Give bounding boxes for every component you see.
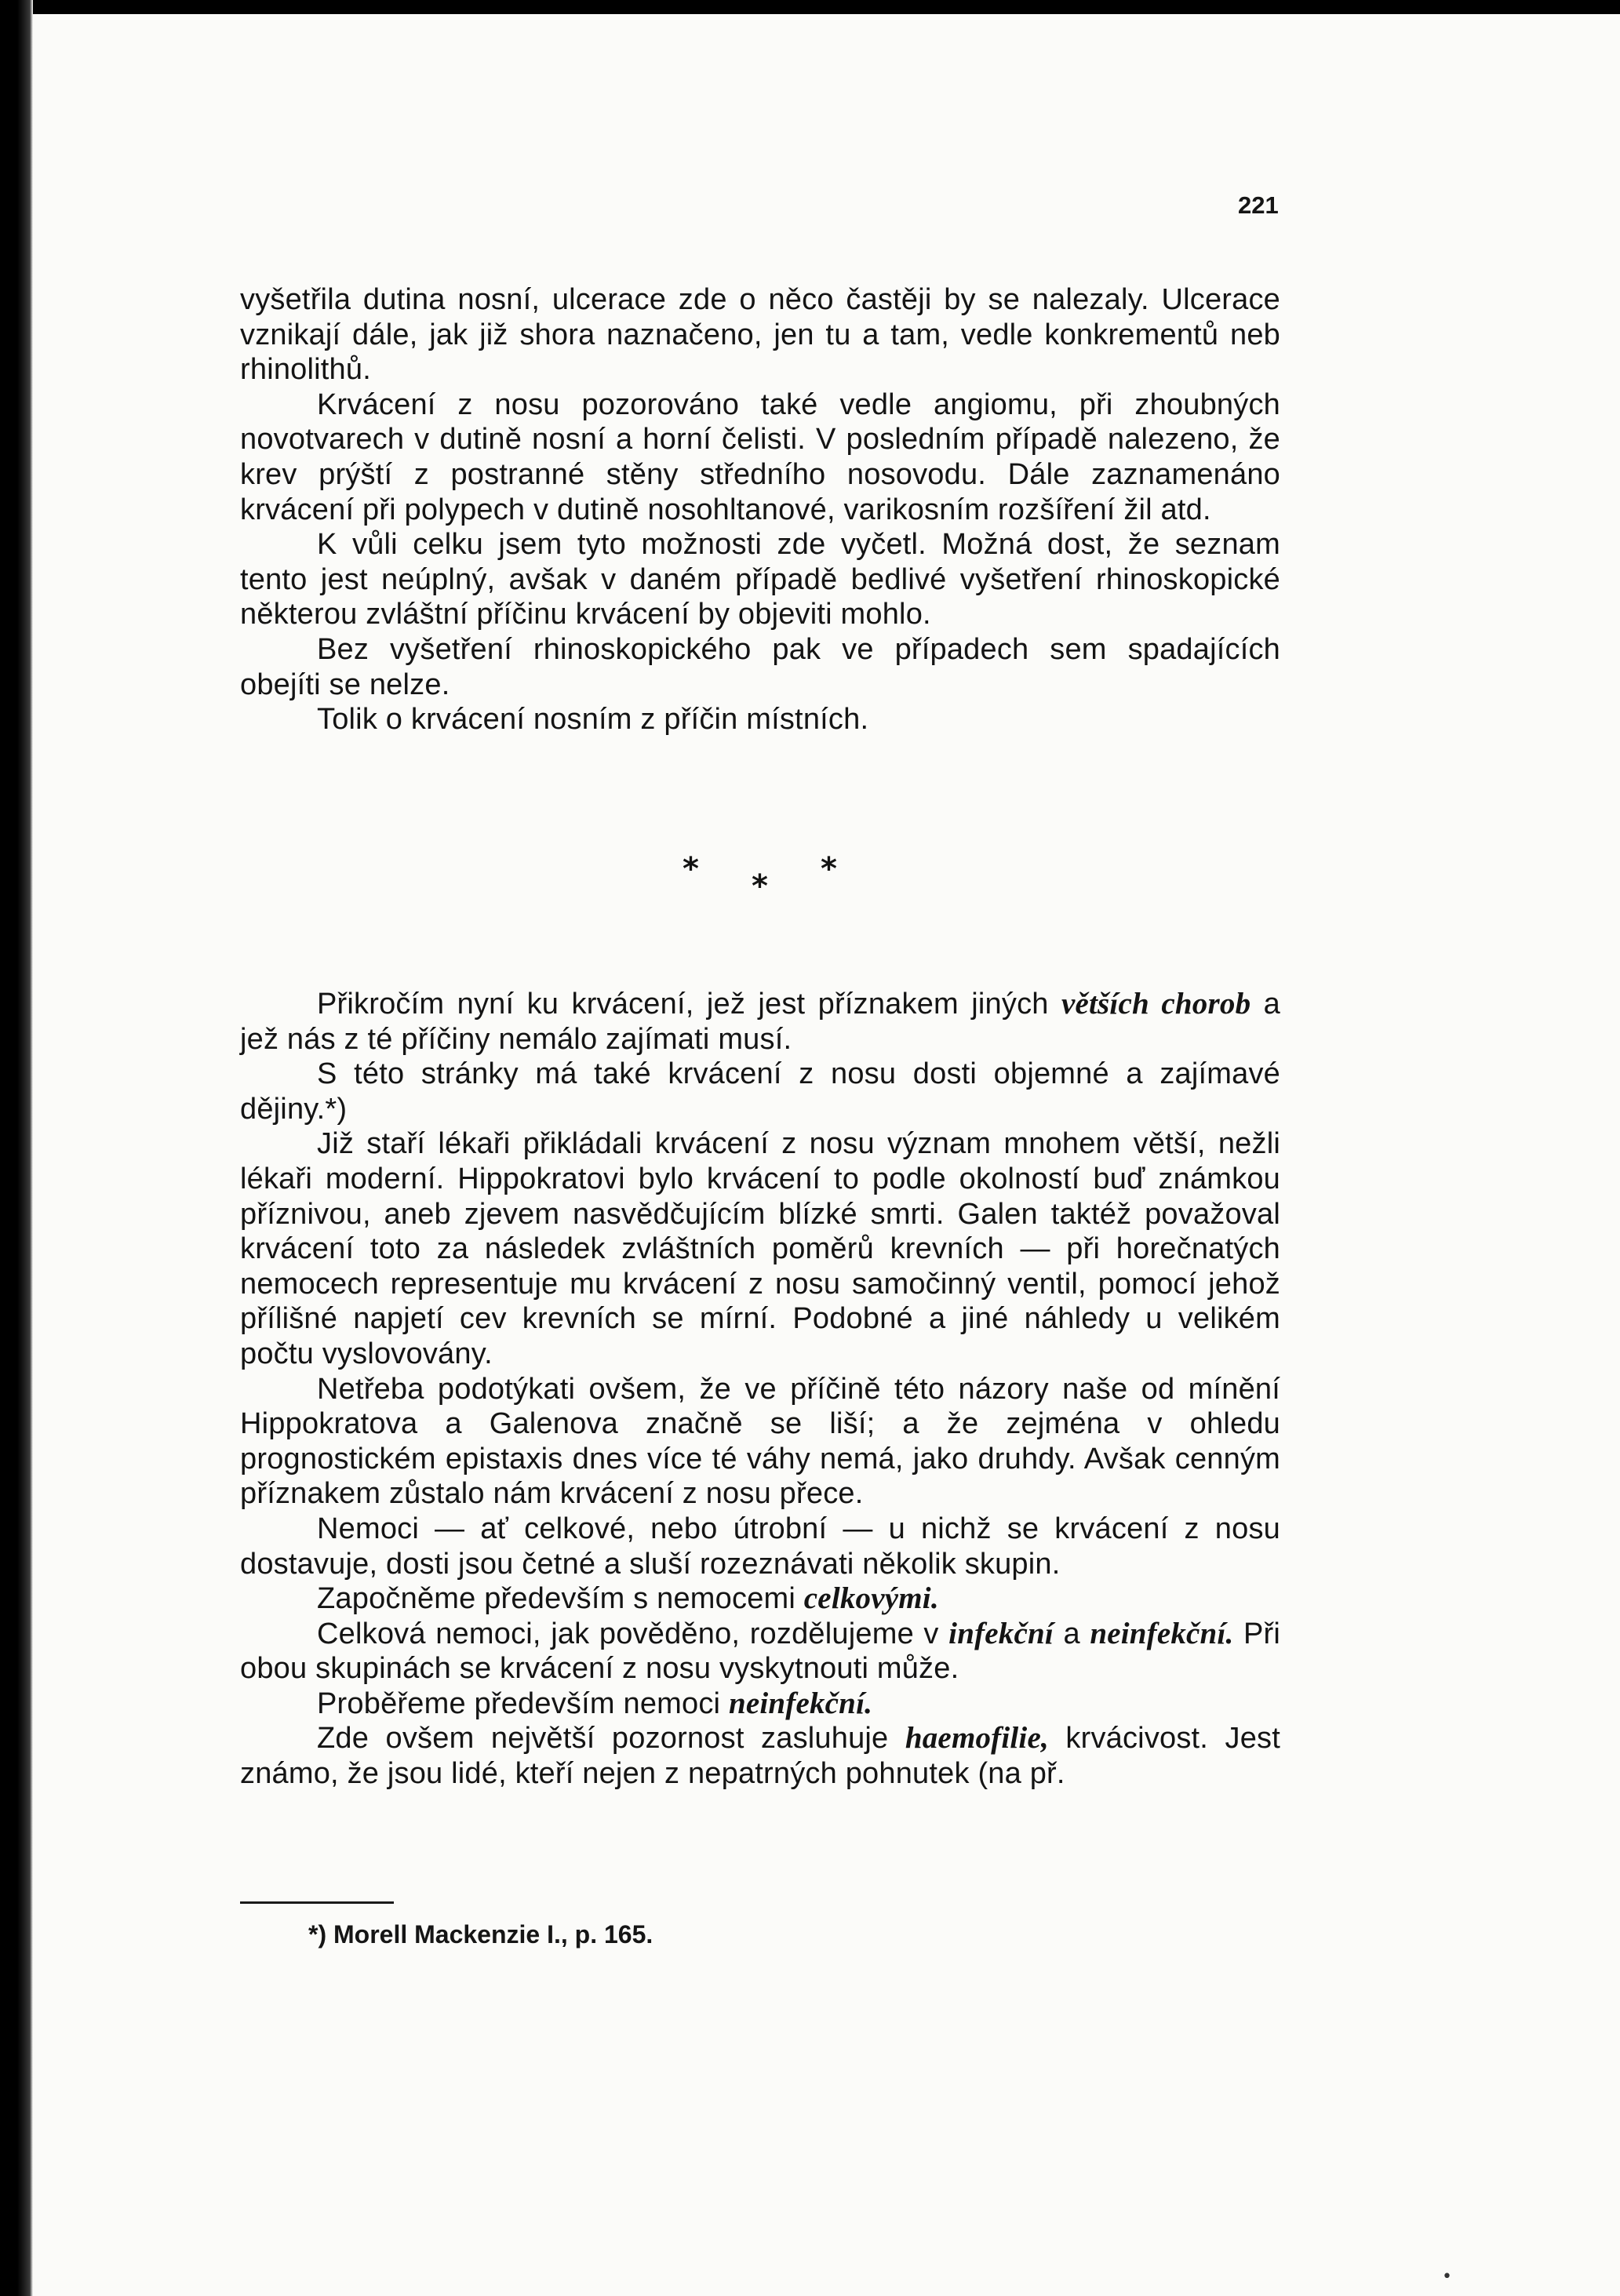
section-separator — [675, 851, 863, 914]
paragraph: vyšetřila dutina nosní, ulcerace zde o něco častěji by se nalezaly. Ulcerace vznikají dále, jak již shora naznačeno, jen tu a tam, vedle konkrementů neb rhinolithů. — [240, 283, 1280, 387]
paragraph — [240, 987, 1280, 1057]
page-number: 221 — [1238, 191, 1279, 219]
asterisk-ornament: * — [683, 851, 699, 887]
text-run: a — [1053, 1617, 1090, 1650]
text-run: Při obou skupinách se krvácení z nosu vyskytnouti může. — [240, 1617, 1280, 1686]
emphasis: haemofilie, — [905, 1721, 1049, 1756]
paragraph: Bez vyšetření rhinoskopického pak ve případech sem spadajících obejíti se nelze. — [240, 632, 1280, 701]
paragraph: Netřeba podotýkati ovšem, že ve příčině této názory naše od mínění Hippokratova a Galenova značně se liší; a že zejména v ohledu prognostickém epistaxis dnes více té váhy nemá, jako druhdy. Avšak cenným příznakem zůstalo nám krvácení z nosu přece. — [240, 1372, 1280, 1511]
text-run: Celková nemoci, jak pověděno, rozdělujeme v — [317, 1617, 949, 1650]
scan-edge-mark: • — [1442, 2267, 1452, 2287]
text-run: krvácivost. Jest známo, že jsou lidé, kteří nejen z nepatrných pohnutek (na př. — [240, 1722, 1281, 1791]
paragraph: Nemoci — ať celkové, nebo útrobní — u nichž se krvácení z nosu dostavuje, dosti jsou četné a sluší rozeznávati několik skupin. — [240, 1512, 1280, 1581]
asterisk-ornament: * — [821, 851, 837, 887]
paragraph — [240, 1721, 1280, 1791]
text-block-systemic-causes — [240, 987, 1280, 1792]
text-run: Započněme především s nemocemi — [317, 1582, 804, 1616]
book-spine-shadow — [0, 0, 33, 2296]
emphasis: neinfekční. — [1090, 1616, 1234, 1650]
paragraph: K vůli celku jsem tyto možnosti zde vyčetl. Možná dost, že seznam tento jest neúplný, avšak v daném případě bedlivé vyšetření rhinoskopické některou zvláštní příčinu krvácení by objeviti mohlo. — [240, 528, 1280, 631]
paragraph — [240, 1617, 1280, 1687]
emphasis: větších chorob — [1061, 987, 1251, 1021]
text-run: Zde ovšem největší pozornost zasluhuje — [317, 1722, 905, 1756]
text-block-local-causes — [240, 282, 1280, 737]
paragraph: S této stránky má také krvácení z nosu dosti objemné a zajímavé dějiny.*) — [240, 1057, 1280, 1126]
footnote: *) Morell Mackenzie I., p. 165. — [308, 1920, 653, 1949]
asterisk-ornament: * — [752, 868, 768, 904]
emphasis: infekční — [948, 1616, 1054, 1650]
paragraph — [240, 1687, 1280, 1722]
paragraph — [240, 1581, 1280, 1617]
paragraph: Krvácení z nosu pozorováno také vedle angiomu, při zhoubných novotvarech v dutině nosní a horní čelisti. V posledním případě nalezeno, že krev prýští z postranné stěny středního nosovodu. Dále zaznamenáno krvácení při polypech v dutině nosohltanové, varikosním rozšíření žil atd. — [240, 388, 1280, 526]
emphasis: neinfekční. — [728, 1686, 873, 1720]
text-run: a jež nás z té příčiny nemálo zajímati musí. — [240, 988, 1280, 1056]
paragraph: Tolik o krvácení nosním z příčin místních. — [317, 703, 869, 737]
paragraph: Již staří lékaři přikládali krvácení z nosu význam mnohem větší, nežli lékaři moderní. Hippokratovi bylo krvácení to podle okolností buď známkou příznivou, aneb zjevem nasvědčujícím blízké smrti. Galen taktéž považoval krvácení toto za následek zvláštních poměrů krevních — při horečnatých nemocech representuje mu krvácení z nosu samočinný ventil, pomocí jehož přílišné napjetí cev krevních se mírní. Podobné a jiné náhledy u velikém počtu vyslovovány. — [240, 1127, 1280, 1370]
text-run: Přikročím nyní ku krvácení, jež jest příznakem jiných — [317, 988, 1061, 1021]
text-run: Proběřeme především nemoci — [317, 1687, 729, 1720]
footnote-divider — [240, 1901, 394, 1904]
emphasis: celkovými. — [803, 1581, 939, 1616]
